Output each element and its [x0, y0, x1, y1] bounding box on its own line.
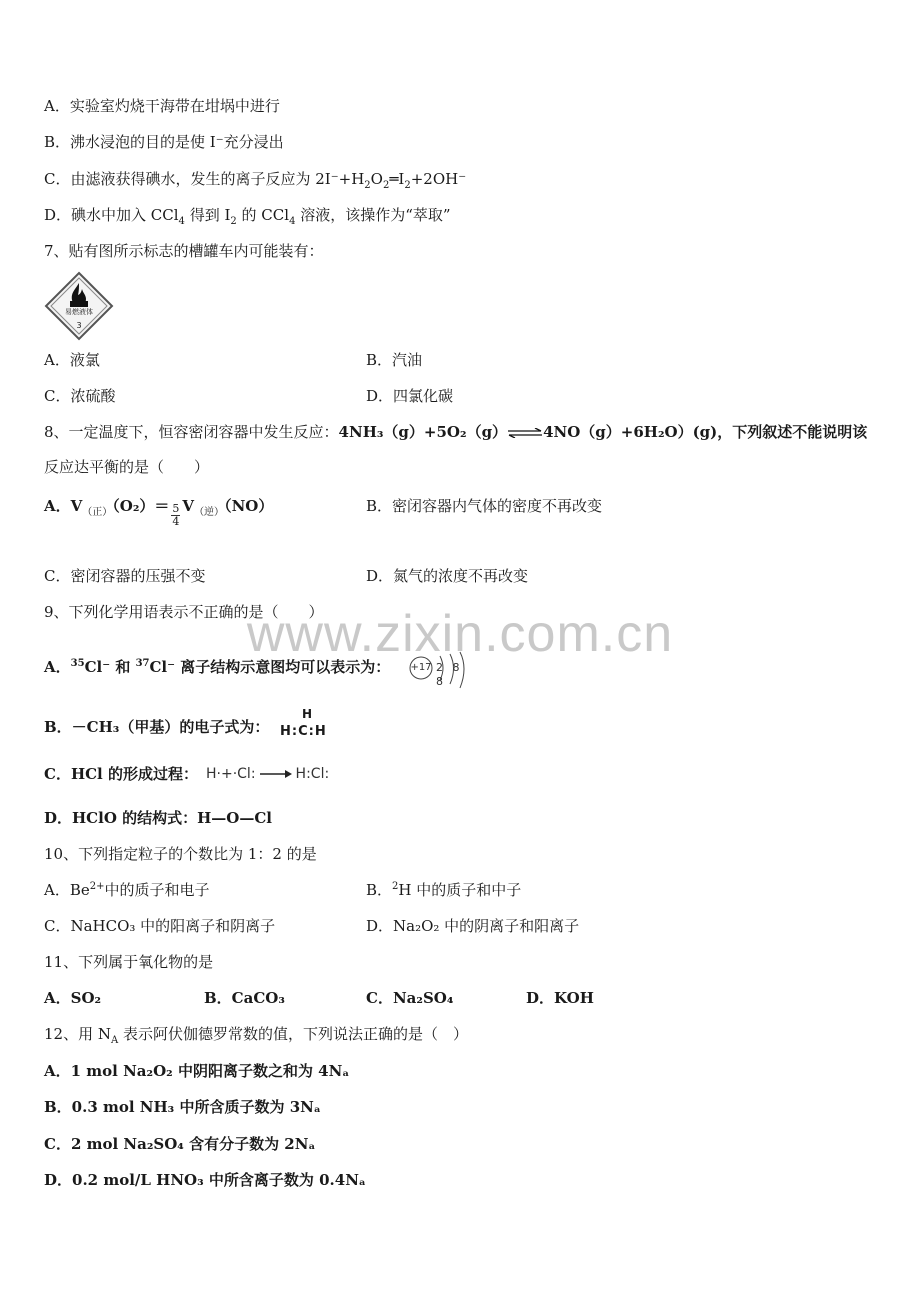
hcl-formation-process: H·+·Cl: H:Cl:: [206, 766, 330, 782]
q8-stem-line1: 8、一定温度下，恒容密闭容器中发生反应：4NH₃（g）+5O₂（g） 4NO（g）+6H₂O）(g)，下列叙述不能说明该: [44, 423, 868, 441]
nucleus-charge: +17: [410, 662, 432, 673]
q10-option-a: A．$Be^{2+}$中的质子和电子: [44, 881, 210, 899]
equilibrium-arrow-icon: [507, 428, 543, 438]
q11-option-d: D．KOH: [526, 989, 594, 1007]
q8-option-c: C．密闭容器的压强不变: [44, 567, 206, 585]
q7-option-a: A．液氯: [44, 351, 100, 369]
q11-stem: 11、下列属于氧化物的是: [44, 953, 214, 971]
flammable-liquid-sign: [44, 271, 114, 341]
q7-option-c: C．浓硫酸: [44, 387, 116, 405]
q12-option-d: D．0.2 mol/L HNO₃ 中所含离子数为 0.4Nₐ: [44, 1171, 366, 1189]
q6-option-a: A．实验室灼烧干海带在坩埚中进行: [44, 97, 280, 115]
q9-option-a: A．$^{35}$Cl⁻ 和 $^{37}$Cl⁻ 离子结构示意图均可以表示为：: [44, 658, 391, 676]
shell-electrons: 2 8 8: [436, 661, 463, 688]
q10-option-d: D．Na₂O₂ 中的阴离子和阳离子: [366, 917, 580, 935]
q6-option-b: B．沸水浸泡的目的是使 I⁻充分浸出: [44, 133, 284, 151]
q10-stem: 10、下列指定粒子的个数比为 1：2 的是: [44, 845, 317, 863]
q9-option-b: B．－CH₃（甲基）的电子式为：: [44, 718, 270, 736]
q10-option-c: C．NaHCO₃ 中的阳离子和阴离子: [44, 917, 276, 935]
q9-option-c: C．HCl 的形成过程：: [44, 765, 198, 783]
sign-class-number: 3: [76, 321, 82, 330]
flammable-diamond-icon: [44, 271, 114, 341]
q7-stem: 7、贴有图所示标志的槽罐车内可能装有：: [44, 242, 324, 260]
q9-option-d: D．HClO 的结构式：H—O—Cl: [44, 809, 272, 827]
q11-option-a: A．SO₂: [44, 989, 102, 1007]
q12-option-a: A．1 mol Na₂O₂ 中阴阳离子数之和为 4Nₐ: [44, 1062, 350, 1080]
q12-option-b: B．0.3 mol NH₃ 中所含质子数为 3Nₐ: [44, 1098, 321, 1116]
right-arrow-icon: [259, 769, 293, 779]
q10-option-b: B．$^2$H 中的质子和中子: [366, 881, 522, 899]
q6-option-d: D．碘水中加入 CCl$_4$ 得到 $I_2$ 的 CCl$_4$ 溶液，该操作为“萃取”: [44, 206, 451, 227]
sign-label: 易燃液体: [65, 308, 93, 316]
q12-stem: 12、用 $N_A$ 表示阿伏伽德罗常数的值，下列说法正确的是（ ）: [44, 1025, 468, 1046]
q8-option-d: D．氮气的浓度不再改变: [366, 567, 529, 585]
q6-option-c: C．由滤液获得碘水，发生的离子反应为 $2I^-+H_2O_2═I_2+2OH^-$: [44, 170, 467, 191]
q9-stem: 9、下列化学用语表示不正确的是（ ）: [44, 603, 324, 621]
q7-option-d: D．四氯化碳: [366, 387, 454, 405]
chloride-ion-structure-diagram: [408, 650, 478, 690]
q8-option-a: A．$V_{(正)}(O_2)=$ $\frac{5}{4}$ $V_{(逆)}(NO)$: [44, 497, 274, 528]
q11-option-b: B．CaCO₃: [204, 989, 285, 1007]
q8-option-b: B．密闭容器内气体的密度不再改变: [366, 497, 603, 515]
watermark: www.zixin.com.cn: [246, 605, 674, 663]
q7-option-b: B．汽油: [366, 351, 423, 369]
methyl-electron-formula: H H:C:H: [280, 707, 327, 739]
q12-option-c: C．2 mol Na₂SO₄ 含有分子数为 2Nₐ: [44, 1135, 316, 1153]
q8-stem-line2: 反应达平衡的是（ ）: [44, 458, 210, 476]
q11-option-c: C．Na₂SO₄: [366, 989, 454, 1007]
